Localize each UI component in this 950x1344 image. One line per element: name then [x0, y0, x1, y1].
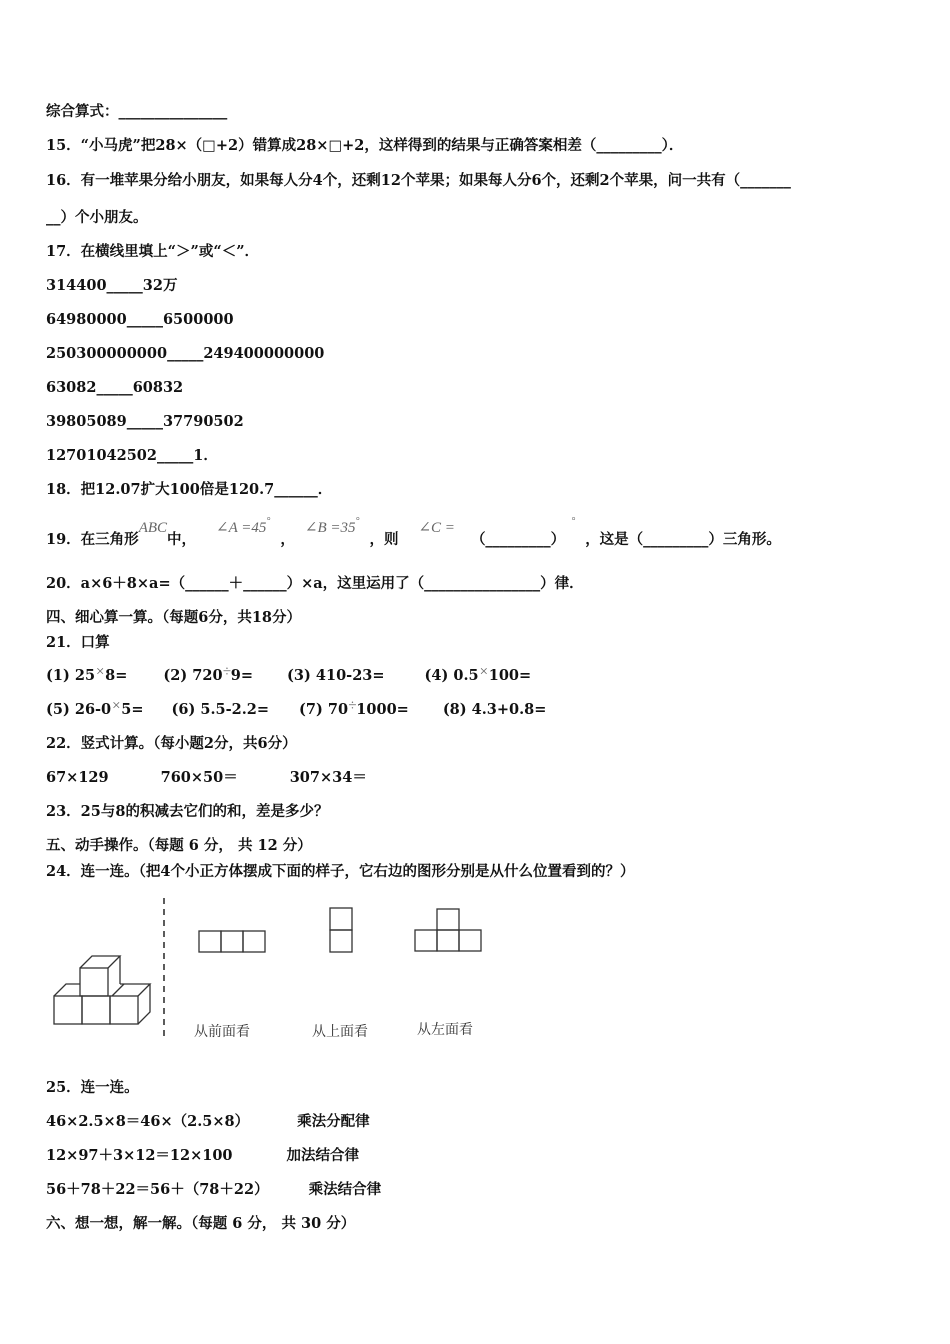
q19-text: ，	[280, 530, 295, 548]
degree-sign: °	[266, 516, 271, 527]
law-expression: 46×2.5×8＝46×（2.5×8）	[46, 1113, 250, 1130]
question-16-line2: __）个小朋友。	[46, 209, 148, 226]
oral-item: (6) 5.5-2.2=	[171, 701, 270, 718]
question-21: 21．口算	[46, 634, 110, 651]
question-17-item: 64980000_____6500000	[46, 311, 234, 328]
question-17-item: 12701042502_____1．	[46, 447, 218, 464]
question-23: 23．25与8的积减去它们的和，差是多少？	[46, 803, 329, 820]
question-17-item: 250300000000_____249400000000	[46, 345, 325, 362]
oral-item: (4) 0.5	[424, 667, 479, 684]
oral-item: 9=	[230, 667, 254, 684]
q19-text: ，这是（_________）三角形。	[585, 530, 781, 548]
section-5-heading: 五、动手操作。（每题 6 分， 共 12 分）	[46, 837, 312, 854]
divide-sign: ÷	[348, 698, 357, 714]
top-view-label: 从上面看	[312, 1024, 368, 1040]
question-17-item: 314400_____32万	[46, 277, 178, 294]
question-17: 17．在横线里填上“＞”或“＜”．	[46, 243, 260, 260]
question-16-line1: 16．有一堆苹果分给小朋友，如果每人分4个，还剩12个苹果；如果每人分6个，还剩2个苹果，问一共有（_______	[46, 172, 791, 189]
oral-item: (3) 410-23=	[287, 667, 385, 684]
law-expression: 12×97＋3×12＝12×100	[46, 1147, 233, 1164]
times-sign: ×	[478, 664, 489, 680]
law-expression: 56＋78＋22＝56＋（78＋22）	[46, 1181, 269, 1198]
question-17-item: 39805089_____37790502	[46, 413, 244, 430]
law-name: 加法结合律	[286, 1147, 360, 1164]
section-6-heading: 六、想一想，解一解。（每题 6 分， 共 30 分）	[46, 1215, 356, 1232]
question-20: 20．a×6＋8×a=（______＋______）×a，这里运用了（________________）律．	[46, 575, 584, 592]
front-view-label: 从前面看	[194, 1024, 250, 1040]
cube-views-figure	[40, 890, 510, 1055]
question-19	[46, 516, 781, 550]
oral-item: (8) 4.3+0.8=	[442, 701, 547, 718]
degree-sign: °	[571, 516, 576, 527]
oral-item: 5=	[121, 701, 144, 718]
triangle-abc: ABC	[138, 519, 168, 536]
front-view-drawing	[199, 931, 265, 952]
question-25: 25．连一连。	[46, 1079, 139, 1096]
times-sign: ×	[95, 664, 106, 680]
vertical-calc-item: 67×129	[46, 769, 109, 786]
cube-stack-drawing	[54, 956, 150, 1024]
angle-c: ∠C =	[418, 519, 455, 536]
left-view-drawing	[415, 909, 481, 951]
oral-row-2	[46, 700, 546, 720]
vertical-calc-item: 760×50＝	[160, 769, 238, 786]
section-4-heading: 四、细心算一算。（每题6分，共18分）	[46, 609, 302, 626]
q19-text: 中，	[167, 530, 197, 548]
law-match-row	[46, 1112, 370, 1132]
q19-blank: （_________）	[470, 530, 566, 548]
oral-item: (5) 26-0	[46, 701, 112, 718]
comprehensive-formula-line: 综合算式：_______________	[46, 103, 228, 120]
oral-item: (2) 720	[163, 667, 223, 684]
law-name: 乘法结合律	[308, 1181, 382, 1198]
q19-text: ，则	[369, 530, 399, 548]
angle-a: ∠A =45	[216, 519, 267, 536]
question-17-item: 63082_____60832	[46, 379, 184, 396]
vertical-calc-item: 307×34＝	[289, 769, 367, 786]
top-view-drawing	[330, 908, 352, 952]
angle-b: ∠B =35	[304, 519, 356, 536]
question-15: 15．“小马虎”把28×（□+2）错算成28×□+2，这样得到的结果与正确答案相差（_________）．	[46, 137, 684, 154]
times-sign: ×	[111, 698, 122, 714]
oral-item: 8=	[105, 667, 128, 684]
oral-row-1	[46, 666, 531, 686]
question-24: 24．连一连。（把4个小正方体摆成下面的样子，它右边的图形分别是从什么位置看到的？）	[46, 863, 635, 880]
oral-item: 100=	[488, 667, 532, 684]
law-match-row	[46, 1180, 381, 1200]
question-22: 22．竖式计算。（每小题2分，共6分）	[46, 735, 297, 752]
oral-item: 1000=	[356, 701, 409, 718]
law-name: 乘法分配律	[297, 1113, 370, 1130]
law-match-row	[46, 1146, 359, 1166]
divide-sign: ÷	[222, 664, 231, 680]
degree-sign: °	[355, 516, 360, 527]
left-view-label: 从左面看	[417, 1022, 473, 1038]
vertical-calc-row	[46, 768, 367, 788]
oral-item: (7) 70	[299, 701, 349, 718]
question-18: 18．把12.07扩大100倍是120.7______．	[46, 481, 333, 498]
oral-item: (1) 25	[46, 667, 96, 684]
q19-text: 19．在三角形	[46, 530, 139, 548]
